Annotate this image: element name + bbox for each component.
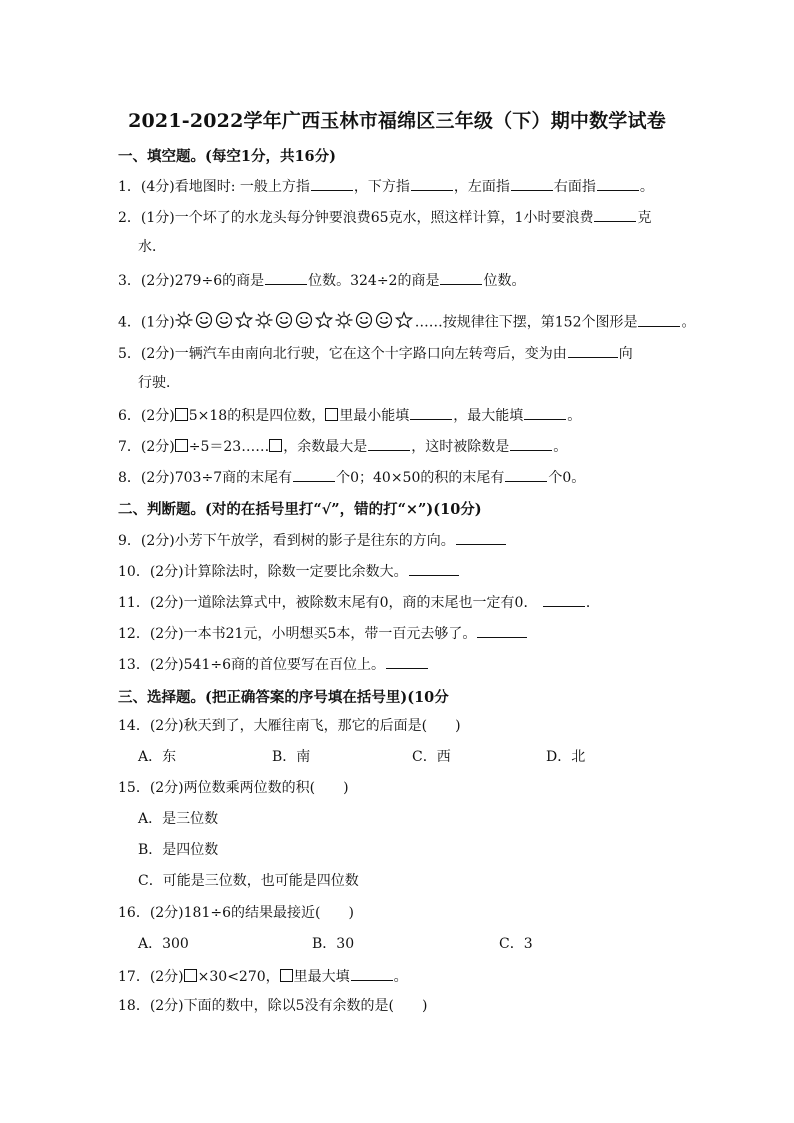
answer-blank[interactable] — [410, 405, 452, 420]
pattern-figure — [175, 315, 415, 331]
question-14-option-b[interactable]: B．南 — [272, 749, 311, 765]
square-box-icon — [280, 969, 293, 982]
question-15-option-c[interactable]: C．可能是三位数，也可能是四位数 — [138, 873, 359, 889]
answer-blank[interactable] — [511, 176, 553, 191]
question-14-option-d[interactable]: D．北 — [546, 749, 586, 765]
answer-blank[interactable] — [456, 530, 506, 545]
square-box-icon — [175, 439, 188, 452]
question-13: 13．(2分)541÷6商的首位要写在百位上。 — [118, 654, 429, 674]
square-box-icon — [325, 408, 338, 421]
square-box-icon — [269, 439, 282, 452]
answer-blank[interactable] — [293, 467, 335, 482]
answer-blank[interactable] — [638, 312, 680, 327]
smiley-icon — [215, 311, 233, 334]
question-9: 9．(2分)小芳下午放学，看到树的影子是往东的方向。 — [118, 530, 507, 550]
question-15: 15．(2分)两位数乘两位数的积( ) — [118, 780, 349, 796]
question-15-option-b[interactable]: B．是四位数 — [138, 842, 219, 858]
question-16-option-c[interactable]: C．3 — [499, 936, 533, 952]
answer-blank[interactable] — [265, 270, 307, 285]
question-7: 7．(2分) ÷5＝23…… ，余数最大是 ，这时被除数是 。 — [118, 436, 567, 456]
answer-blank[interactable] — [351, 966, 393, 981]
question-12: 12．(2分)一本书21元，小明想买5本，带一百元去够了。 — [118, 623, 528, 643]
answer-blank[interactable] — [568, 343, 618, 358]
star-icon — [235, 311, 253, 334]
answer-blank[interactable] — [594, 207, 636, 222]
question-5: 5．(2分)一辆汽车由南向北行驶，它在这个十字路口向左转弯后，变为由 向 — [118, 343, 633, 363]
answer-blank[interactable] — [411, 176, 453, 191]
smiley-icon — [355, 311, 373, 334]
answer-blank[interactable] — [368, 436, 410, 451]
star-icon — [395, 311, 413, 334]
sun-icon — [255, 311, 273, 334]
smiley-icon — [275, 311, 293, 334]
question-15-option-a[interactable]: A．是三位数 — [138, 811, 219, 827]
question-8: 8．(2分)703÷7商的末尾有 个0；40×50的积的末尾有 个0。 — [118, 467, 585, 487]
question-10: 10．(2分)计算除法时，除数一定要比余数大。 — [118, 561, 460, 581]
question-14-option-a[interactable]: A．东 — [138, 749, 177, 765]
question-11: 11．(2分)一道除法算式中，被除数末尾有0，商的末尾也一定有0． ． — [118, 592, 600, 612]
answer-blank[interactable] — [477, 623, 527, 638]
square-box-icon — [184, 969, 197, 982]
answer-blank[interactable] — [543, 592, 585, 607]
question-17: 17．(2分) ×30<270， 里最大填 。 — [118, 966, 408, 986]
question-4: 4．(1分) ……按规律往下摆，第152个图形是 。 — [118, 311, 695, 334]
question-2: 2．(1分)一个坏了的水龙头每分钟要浪费65克水，照这样计算，1小时要浪费 克 — [118, 207, 651, 227]
section-multiple-choice-heading: 三、选择题。(把正确答案的序号填在括号里)(10分 — [118, 689, 449, 706]
question-6: 6．(2分) 5×18的积是四位数， 里最小能填 ，最大能填 。 — [118, 405, 581, 425]
answer-blank[interactable] — [510, 436, 552, 451]
answer-blank[interactable] — [597, 176, 639, 191]
smiley-icon — [195, 311, 213, 334]
question-2-continued: 水． — [138, 239, 166, 255]
answer-blank[interactable] — [505, 467, 547, 482]
answer-blank[interactable] — [311, 176, 353, 191]
smiley-icon — [295, 311, 313, 334]
question-14-option-c[interactable]: C．西 — [412, 749, 451, 765]
question-14: 14．(2分)秋天到了，大雁往南飞，那它的后面是( ) — [118, 718, 461, 734]
sun-icon — [335, 311, 353, 334]
answer-blank[interactable] — [386, 654, 428, 669]
answer-blank[interactable] — [524, 405, 566, 420]
page-title: 2021-2022学年广西玉林市福绵区三年级（下）期中数学试卷 — [128, 110, 666, 132]
square-box-icon — [175, 408, 188, 421]
section-fill-in-heading: 一、填空题。(每空1分，共16分) — [118, 148, 336, 165]
answer-blank[interactable] — [440, 270, 482, 285]
question-1: 1．(4分)看地图时: 一般上方指 ，下方指 ，左面指 右面指 。 — [118, 176, 654, 196]
question-3: 3．(2分)279÷6的商是 位数。324÷2的商是 位数。 — [118, 270, 525, 290]
question-18: 18．(2分)下面的数中，除以5没有余数的是( ) — [118, 998, 428, 1014]
question-16-option-a[interactable]: A．300 — [138, 936, 189, 952]
smiley-icon — [375, 311, 393, 334]
star-icon — [315, 311, 333, 334]
question-16-option-b[interactable]: B．30 — [312, 936, 355, 952]
answer-blank[interactable] — [409, 561, 459, 576]
section-true-false-heading: 二、判断题。(对的在括号里打“√”，错的打“×”)(10分) — [118, 501, 482, 518]
question-5-continued: 行驶． — [138, 375, 180, 391]
sun-icon — [175, 311, 193, 334]
question-16: 16．(2分)181÷6的结果最接近( ) — [118, 905, 354, 921]
